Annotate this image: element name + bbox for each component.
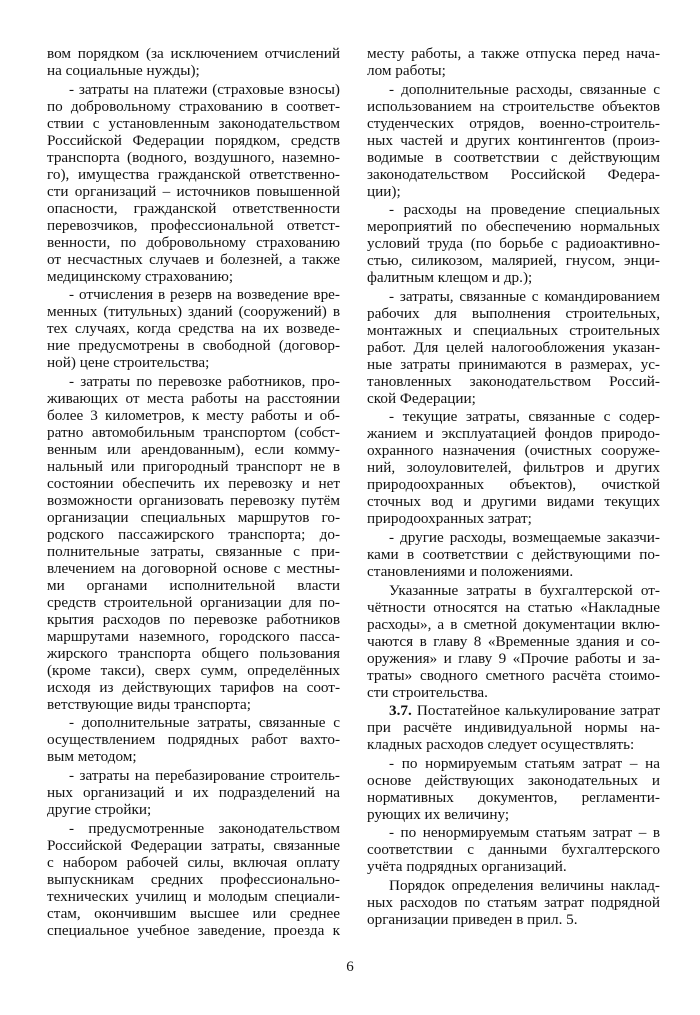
text-line: сти строительства. (367, 683, 488, 701)
text-line: (кроме такси), сверх сумм, определённых (47, 661, 340, 679)
text-line: - предусмотренные законодательством (69, 819, 340, 837)
text-line: ных расходов по статьям затрат подрядной (367, 893, 660, 911)
text-line: - по ненормируемым статьям затрат – в (389, 824, 660, 842)
text-line: ний, золоуловителей, фильтров и других (367, 459, 660, 477)
text-line: рабочих для выполнения строительных, (367, 304, 660, 322)
text-line: на социальные нужды); (47, 62, 200, 79)
paragraph (367, 529, 660, 580)
paragraph (367, 45, 660, 79)
text-line: вом порядком (за исключением отчислений (47, 45, 340, 62)
text-line: тех случаях, когда средства на их возведе- (47, 320, 340, 338)
text-line: сточных вод и другими видами текущих (367, 493, 660, 511)
text-line: жанием и эксплуатацией фондов природо- (367, 425, 660, 443)
text-line: выпускникам средних профессионально- (47, 870, 340, 888)
text-line: учёта подрядных организаций. (367, 858, 567, 876)
text-line: организации приведен в прил. 5. (367, 910, 578, 928)
text-line: организации специальных маршрутов го- (47, 508, 340, 526)
text-line: от несчастных случаев и болезней, а также (47, 250, 340, 268)
text-line: ратно автомобильным транспортом (собст- (47, 423, 340, 441)
text-line: ции); (367, 182, 401, 200)
text-line: с набором рабочей силы, включая оплату (47, 853, 340, 871)
text-line: ных организаций и их подразделений на (47, 783, 340, 801)
text-line: становлениями и положениями. (367, 562, 574, 580)
text-line: - затраты по перевозке работников, про- (69, 372, 340, 390)
text-line: нальный или пригородный транспорт не в (47, 457, 340, 475)
text-line: ние предусмотрены в свободной (договор- (47, 337, 340, 355)
text-line: венности, по добровольному страхованию (47, 233, 340, 251)
text-line: стам, окончившим высшее или среднее (47, 904, 340, 922)
text-line: другие стройки; (47, 800, 152, 818)
text-line: - отчисления в резерв на возведение вре- (69, 286, 340, 304)
text-line: ской Федерации; (367, 389, 476, 407)
text-line: транспорта (водного, воздушного, наземно- (47, 148, 340, 166)
text-line: Указанные затраты в бухгалтерской от- (389, 581, 660, 599)
text-line: специальное учебное заведение, проезда к (47, 921, 340, 939)
text-line: работ. Для целей налогообложения указан- (367, 338, 660, 356)
text-line: стью, силикозом, малярией, гнусом, энци- (367, 252, 660, 270)
text-line: живающих от места работы на расстоянии (47, 389, 340, 407)
text-line: - другие расходы, возмещаемые заказчи- (389, 528, 660, 546)
paragraph (367, 755, 660, 823)
paragraph (367, 408, 660, 527)
text-line: водимые в соответствии с действующим (367, 148, 660, 166)
text-line: ные затраты принимаются в размерах, ус- (367, 355, 660, 373)
text-line: месту работы, а также отпуска перед нача- (367, 45, 660, 62)
text-line: - дополнительные расходы, связанные с (389, 80, 660, 98)
text-line: венным или арендованным), если комму- (47, 440, 340, 458)
text-line: Российской Федерации затраты, связанные (47, 836, 340, 854)
text-line: студенческих отрядов, военно-строитель- (367, 114, 660, 132)
page-number: 6 (346, 959, 354, 975)
text-line: сти организаций – источников повышенной (47, 182, 340, 200)
text-line: го), имущества гражданской ответственно- (47, 165, 340, 183)
text-line: вым методом; (47, 748, 137, 766)
paragraph (367, 877, 660, 928)
text-line: - расходы на проведение специальных (389, 201, 660, 219)
text-line: Российской Федерации порядком, средств (47, 131, 340, 149)
text-line: использованием на строительстве объектов (367, 97, 660, 115)
text-line: чётности относятся на статью «Накладные (367, 598, 660, 616)
text-line: мероприятий по обеспечению нормальных (367, 218, 660, 236)
text-line: по добровольному страхованию в соответ- (47, 97, 340, 115)
text-line: жирского транспорта общего пользования (47, 644, 340, 662)
text-column-left (47, 45, 340, 940)
text-line: природоохранных объектов), очисткой (367, 476, 660, 494)
paragraph (47, 45, 340, 79)
text-line: тановленных законодательством Россий- (367, 372, 660, 390)
paragraph (367, 824, 660, 875)
text-line: крытия расходов по перевозке работников (47, 610, 340, 628)
text-line: перевозчиков, профессиональной ответст- (47, 216, 340, 234)
paragraph (367, 81, 660, 200)
paragraph (367, 201, 660, 286)
paragraph (47, 714, 340, 765)
text-line: ками в соответствии с действующими по- (367, 545, 660, 563)
text-line: медицинскому страхованию; (47, 267, 234, 285)
text-column-right (367, 45, 660, 930)
text-line: маршрутами наземного, городского пасса- (47, 627, 340, 645)
text-line: - дополнительные затраты, связанные с (69, 714, 340, 732)
section-number: 3.7. (389, 702, 412, 720)
text-line: средств строительной организации для по- (47, 593, 340, 611)
text-line: осуществлением подрядных работ вахто- (47, 731, 340, 749)
text-line: возможности организовать перевозку путём (47, 491, 340, 509)
text-line: полнительные затраты, связанные с при- (47, 542, 340, 560)
text-line: нормативных документов, регламенти- (367, 788, 660, 806)
text-line: законодательством Российской Федера- (367, 165, 660, 183)
text-line: рующих их величину; (367, 805, 510, 823)
text-line: кладных расходов следует осуществлять: (367, 736, 635, 754)
text-line: лом работы; (367, 62, 446, 79)
text-line (367, 702, 660, 719)
paragraph (47, 373, 340, 713)
paragraph (367, 288, 660, 407)
text-line: чаются в главу 8 «Временные здания и со- (367, 632, 660, 650)
text-line: - затраты, связанные с командированием (389, 287, 660, 305)
text-line: технических училищ и молодым специали- (47, 887, 340, 905)
text-line: - по нормируемым статьям затрат – на (389, 754, 660, 772)
text-line: более 3 километров, к месту работы и об- (47, 406, 340, 424)
text-line: ных частей и других контингентов (произ- (367, 131, 660, 149)
text-line: соответствии с данными бухгалтерского (367, 841, 660, 859)
paragraph (47, 820, 340, 939)
text-line: Порядок определения величины наклад- (389, 876, 660, 894)
paragraph (367, 582, 660, 701)
text-line: - текущие затраты, связанные с содер- (389, 408, 660, 426)
text-line: при расчёте индивидуальной нормы на- (367, 719, 660, 737)
text-line: траты» сводного сметного расчёта стоимо- (367, 666, 660, 684)
text-line: фалитным клещом и др.); (367, 269, 533, 287)
text-line: опасности, гражданской ответственности (47, 199, 340, 217)
text-line: охранного назначения (очистных сооруже- (367, 442, 660, 460)
text-line: ми органами исполнительной власти (47, 576, 340, 594)
text-line: - затраты на платежи (страховые взносы) (69, 80, 340, 98)
text-line: ствии с установленным законодательством (47, 114, 340, 132)
text-line: природоохранных затрат; (367, 510, 532, 528)
text-line-content: Постатейное калькулирование затрат (411, 702, 660, 720)
text-line: монтажных и специальных строительных (367, 321, 660, 339)
text-line: родского пассажирского транспорта; до- (47, 525, 340, 543)
text-line: - затраты на перебазирование строитель- (69, 766, 340, 784)
text-line: ветствующие виды транспорта; (47, 695, 251, 713)
paragraph (367, 702, 660, 753)
paragraph (47, 81, 340, 285)
text-line: оружения» и главу 9 «Прочие работы и за- (367, 649, 660, 667)
text-line: условий труда (по борьбе с радиоактивно- (367, 235, 660, 253)
text-line: расходы», а в сметной документации вклю- (367, 615, 660, 633)
paragraph (47, 767, 340, 818)
text-line: ной) цене строительства; (47, 354, 210, 372)
text-line: влечением на договорной основе с местны- (47, 559, 340, 577)
text-line: исходя из действующих тарифов на соот- (47, 678, 340, 696)
text-line: менных (титульных) зданий (сооружений) в (47, 303, 340, 321)
text-line: основе действующих законодательных и (367, 771, 660, 789)
paragraph (47, 286, 340, 371)
text-line: состоянии обеспечить их перевозку и нет (47, 474, 340, 492)
